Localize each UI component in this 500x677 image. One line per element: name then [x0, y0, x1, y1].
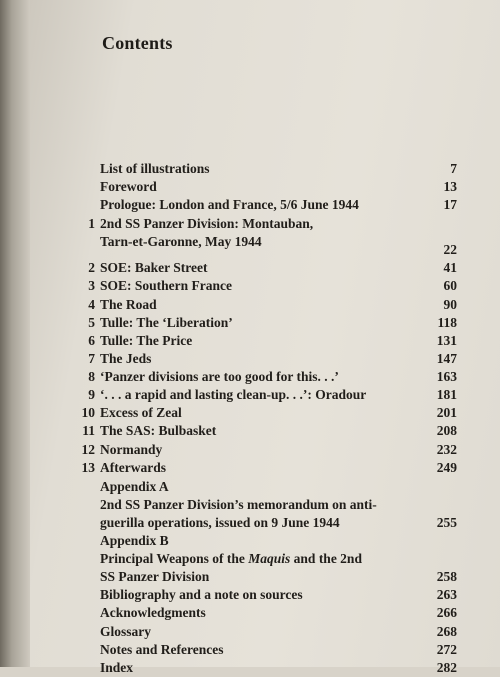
toc-entry-title: 2nd SS Panzer Division: Montauban, [100, 216, 314, 231]
toc-entry-number: 7 [88, 351, 95, 366]
toc-entry [0, 350, 500, 368]
toc-entry [0, 478, 500, 496]
toc-entry-title: Index [100, 660, 134, 675]
toc-entry [0, 160, 500, 178]
toc-entry-title [100, 550, 362, 568]
toc-entry-page: 147 [436, 351, 457, 366]
toc-entry-title: Foreword [100, 179, 157, 194]
toc-entry-number: 11 [82, 423, 95, 438]
toc-entry-page: 201 [436, 405, 457, 420]
toc-entry-page: 282 [436, 660, 457, 675]
toc-entry-title: Acknowledgments [100, 605, 206, 620]
toc-entry-continued [0, 496, 500, 514]
toc-entry-continued [0, 550, 500, 568]
toc-entry-title: Glossary [100, 624, 152, 639]
toc-entry-title: Appendix B [100, 533, 169, 548]
toc-entry [0, 332, 500, 350]
toc-entry-title: Normandy [100, 442, 163, 457]
toc-entry-title: Bibliography and a note on sources [100, 587, 303, 602]
toc-entry-title-italic: Maquis [248, 551, 291, 566]
toc-entry-page: 13 [443, 179, 457, 194]
toc-entry [0, 404, 500, 422]
toc-entry-title: The Road [100, 297, 157, 312]
toc-entry-page: 7 [450, 161, 457, 176]
toc-entry [0, 215, 500, 233]
toc-entry-title-part: and the 2nd [290, 551, 362, 566]
toc-entry-page: 118 [437, 315, 457, 330]
toc-entry [0, 532, 500, 550]
toc-entry-page: 181 [436, 387, 457, 402]
toc-entry [0, 459, 500, 477]
toc-entry [0, 441, 500, 459]
toc-entry-title: Afterwards [100, 460, 166, 475]
toc-entry-number: 12 [81, 442, 95, 457]
toc-entry [0, 604, 500, 622]
page-title: Contents [102, 33, 173, 53]
toc-entry-page: 255 [436, 515, 457, 530]
toc-entry-page: 131 [436, 333, 457, 348]
toc-entry-title: SOE: Southern France [100, 278, 233, 293]
toc-entry-page: 272 [436, 642, 457, 657]
toc-entry-title: Notes and References [100, 642, 224, 657]
toc-entry [0, 422, 500, 440]
toc-entry-page: 266 [436, 605, 457, 620]
toc-entry-number: 9 [88, 387, 95, 402]
toc-entry-page: 60 [443, 278, 457, 293]
toc-entry-number: 8 [88, 369, 95, 384]
toc-entry-page: 263 [436, 587, 457, 602]
toc-entry-page: 208 [436, 423, 457, 438]
toc-entry-title: List of illustrations [100, 161, 210, 176]
toc-entry-title: SOE: Baker Street [100, 260, 208, 275]
toc-entry-page-row [0, 233, 500, 257]
toc-entry-page: 22 [443, 242, 457, 257]
toc-entry-page: 249 [436, 460, 457, 475]
toc-entry-page: 268 [436, 624, 457, 639]
toc-entry-page: 163 [436, 369, 457, 384]
toc-entry-page: 90 [443, 297, 457, 312]
toc-entry-index [0, 649, 500, 675]
toc-entry [0, 259, 500, 277]
toc-entry-continued [0, 514, 500, 532]
toc-entry-number: 3 [88, 278, 95, 293]
toc-entry-title: ‘. . . a rapid and lasting clean-up. . .’: Oradour [100, 387, 367, 402]
toc-entry [0, 386, 500, 404]
toc-entry-number: 4 [88, 297, 95, 312]
toc-entry-title: Tulle: The Price [100, 333, 193, 348]
toc-entry-number: 2 [88, 260, 95, 275]
toc-entry-number: 10 [81, 405, 95, 420]
toc-entry-title: Excess of Zeal [100, 405, 182, 420]
toc-entry-continued [0, 568, 500, 586]
toc-entry-title: ‘Panzer divisions are too good for this. . .’ [100, 369, 339, 384]
toc-entry [0, 314, 500, 332]
toc-entry [0, 277, 500, 295]
toc-entry [0, 368, 500, 386]
toc-entry [0, 196, 500, 214]
toc-entry-page: 258 [436, 569, 457, 584]
toc-entry-title: The SAS: Bulbasket [100, 423, 217, 438]
toc-entry-title: Prologue: London and France, 5/6 June 1944 [100, 197, 359, 212]
toc-entry [0, 178, 500, 196]
toc-entry-page: 41 [443, 260, 457, 275]
toc-entry-page: 17 [443, 197, 457, 212]
toc-entry-number: 5 [88, 315, 95, 330]
toc-entry-title: guerilla operations, issued on 9 June 1944 [100, 515, 340, 530]
toc-entry-title: Tulle: The ‘Liberation’ [100, 315, 233, 330]
toc-entry-number: 13 [81, 460, 95, 475]
toc-entry-number: 6 [88, 333, 95, 348]
toc-entry [0, 586, 500, 604]
toc-entry-title: SS Panzer Division [100, 569, 210, 584]
toc-entry-title: The Jeds [100, 351, 152, 366]
toc-entry-title: Tarn-et-Garonne, May 1944 [100, 234, 262, 249]
toc-entry-page: 232 [436, 442, 457, 457]
toc-entry-number: 1 [88, 216, 95, 231]
toc-entry-title: 2nd SS Panzer Division’s memorandum on anti- [100, 497, 377, 512]
toc-entry-title-part: Principal Weapons of the [100, 551, 249, 566]
toc-entry [0, 623, 500, 641]
toc-entry-title: Appendix A [100, 479, 169, 494]
toc-entry [0, 296, 500, 314]
